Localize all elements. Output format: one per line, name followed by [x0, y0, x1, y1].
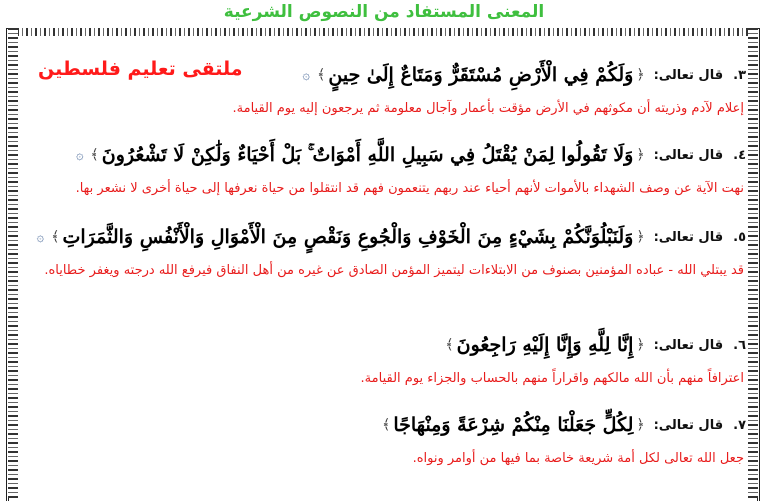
border-top-ornament — [8, 28, 758, 36]
ornate-bracket-open-icon: ﴿ — [636, 337, 645, 353]
verse-line — [24, 334, 746, 356]
verse-intro: قال تعالى: — [653, 337, 724, 353]
ornate-bracket-close-icon: ﴾ — [317, 67, 326, 83]
item-number: ٧. — [733, 417, 746, 433]
verse-end-ornament-icon: ۞ — [75, 147, 84, 163]
page-title: المعنى المستفاد من النصوص الشرعية — [223, 2, 545, 22]
verse-text: لِكُلٍّ جَعَلْنَا مِنْكُمْ شِرْعَةً وَمِنْهَاجًا — [393, 414, 634, 436]
verse-end-ornament-icon: ۞ — [302, 67, 311, 83]
ornate-bracket-open-icon: ﴿ — [636, 67, 645, 83]
border-left-ornament — [8, 28, 18, 498]
watermark-label: ملتقى تعليم فلسطين — [38, 58, 243, 80]
verse-end-ornament-icon: ۞ — [36, 229, 45, 245]
list-item — [24, 334, 746, 393]
explanation-text: إعلام لآدم وذريته أن مكوثهم في الأرض مؤقت بأعمار وآجال معلومة ثم يرجعون إليه يوم القيامة. — [232, 101, 744, 116]
verse-line — [24, 144, 746, 166]
verse-intro: قال تعالى: — [653, 417, 724, 433]
ornate-bracket-open-icon: ﴿ — [636, 147, 645, 163]
list-item — [24, 414, 746, 473]
verse-text: وَلَنَبْلُوَنَّكُمْ بِشَيْءٍ مِنَ الْخَوْفِ وَالْجُوعِ وَنَقْصٍ مِنَ الْأَمْوَالِ وَالْأَنْفُسِ وَالثَّمَرَاتِ — [62, 226, 634, 248]
verse-line — [24, 64, 746, 86]
explanation-text: اعترافاً منهم بأن الله مالكهم واقراراً منهم بالحساب والجزاء يوم القيامة. — [360, 371, 744, 386]
verse-intro: قال تعالى: — [653, 67, 724, 83]
verse-intro: قال تعالى: — [653, 229, 724, 245]
verse-line — [24, 226, 746, 248]
ornate-bracket-close-icon: ﴾ — [445, 337, 454, 353]
ornate-bracket-close-icon: ﴾ — [382, 417, 391, 433]
item-number: ٤. — [733, 147, 746, 163]
verse-text: وَلَا تَقُولُوا لِمَنْ يُقْتَلُ فِي سَبِيلِ اللَّهِ أَمْوَاتٌ ۚ بَلْ أَحْيَاءٌ وَلَٰكِنْ لَا تَشْعُرُونَ — [101, 144, 634, 166]
list-item — [24, 226, 746, 285]
explanation-text: جعل الله تعالى لكل أمة شريعة خاصة بما فيها من أوامر ونواه. — [412, 451, 744, 466]
ornate-bracket-open-icon: ﴿ — [636, 229, 645, 245]
verse-text: وَلَكُمْ فِي الْأَرْضِ مُسْتَقَرٌّ وَمَتَاعٌ إِلَىٰ حِينٍ — [328, 64, 634, 86]
ornate-bracket-close-icon: ﴾ — [90, 147, 99, 163]
explanation-text: قد يبتلي الله - عباده المؤمنين بصنوف من الابتلاءات ليتميز المؤمن الصادق عن غيره من أهل النفاق فيرفع الله درجته ويغفر خطاياه. — [44, 263, 744, 278]
ornate-bracket-close-icon: ﴾ — [51, 229, 60, 245]
verse-intro: قال تعالى: — [653, 147, 724, 163]
item-number: ٣. — [733, 67, 746, 83]
ornate-bracket-open-icon: ﴿ — [636, 417, 645, 433]
item-number: ٥. — [733, 229, 746, 245]
verse-line — [24, 414, 746, 436]
border-right-ornament — [748, 28, 758, 498]
item-number: ٦. — [733, 337, 746, 353]
explanation-text: نهت الآية عن وصف الشهداء بالأموات لأنهم أحياء عند ربهم يتنعمون فهم قد انتقلوا من حياة نعرفها إلى حياة أخرى لا نشعر بها. — [75, 181, 744, 196]
verse-text: إِنَّا لِلَّهِ وَإِنَّا إِلَيْهِ رَاجِعُونَ — [456, 334, 634, 356]
list-item — [24, 144, 746, 203]
list-item — [24, 64, 746, 123]
